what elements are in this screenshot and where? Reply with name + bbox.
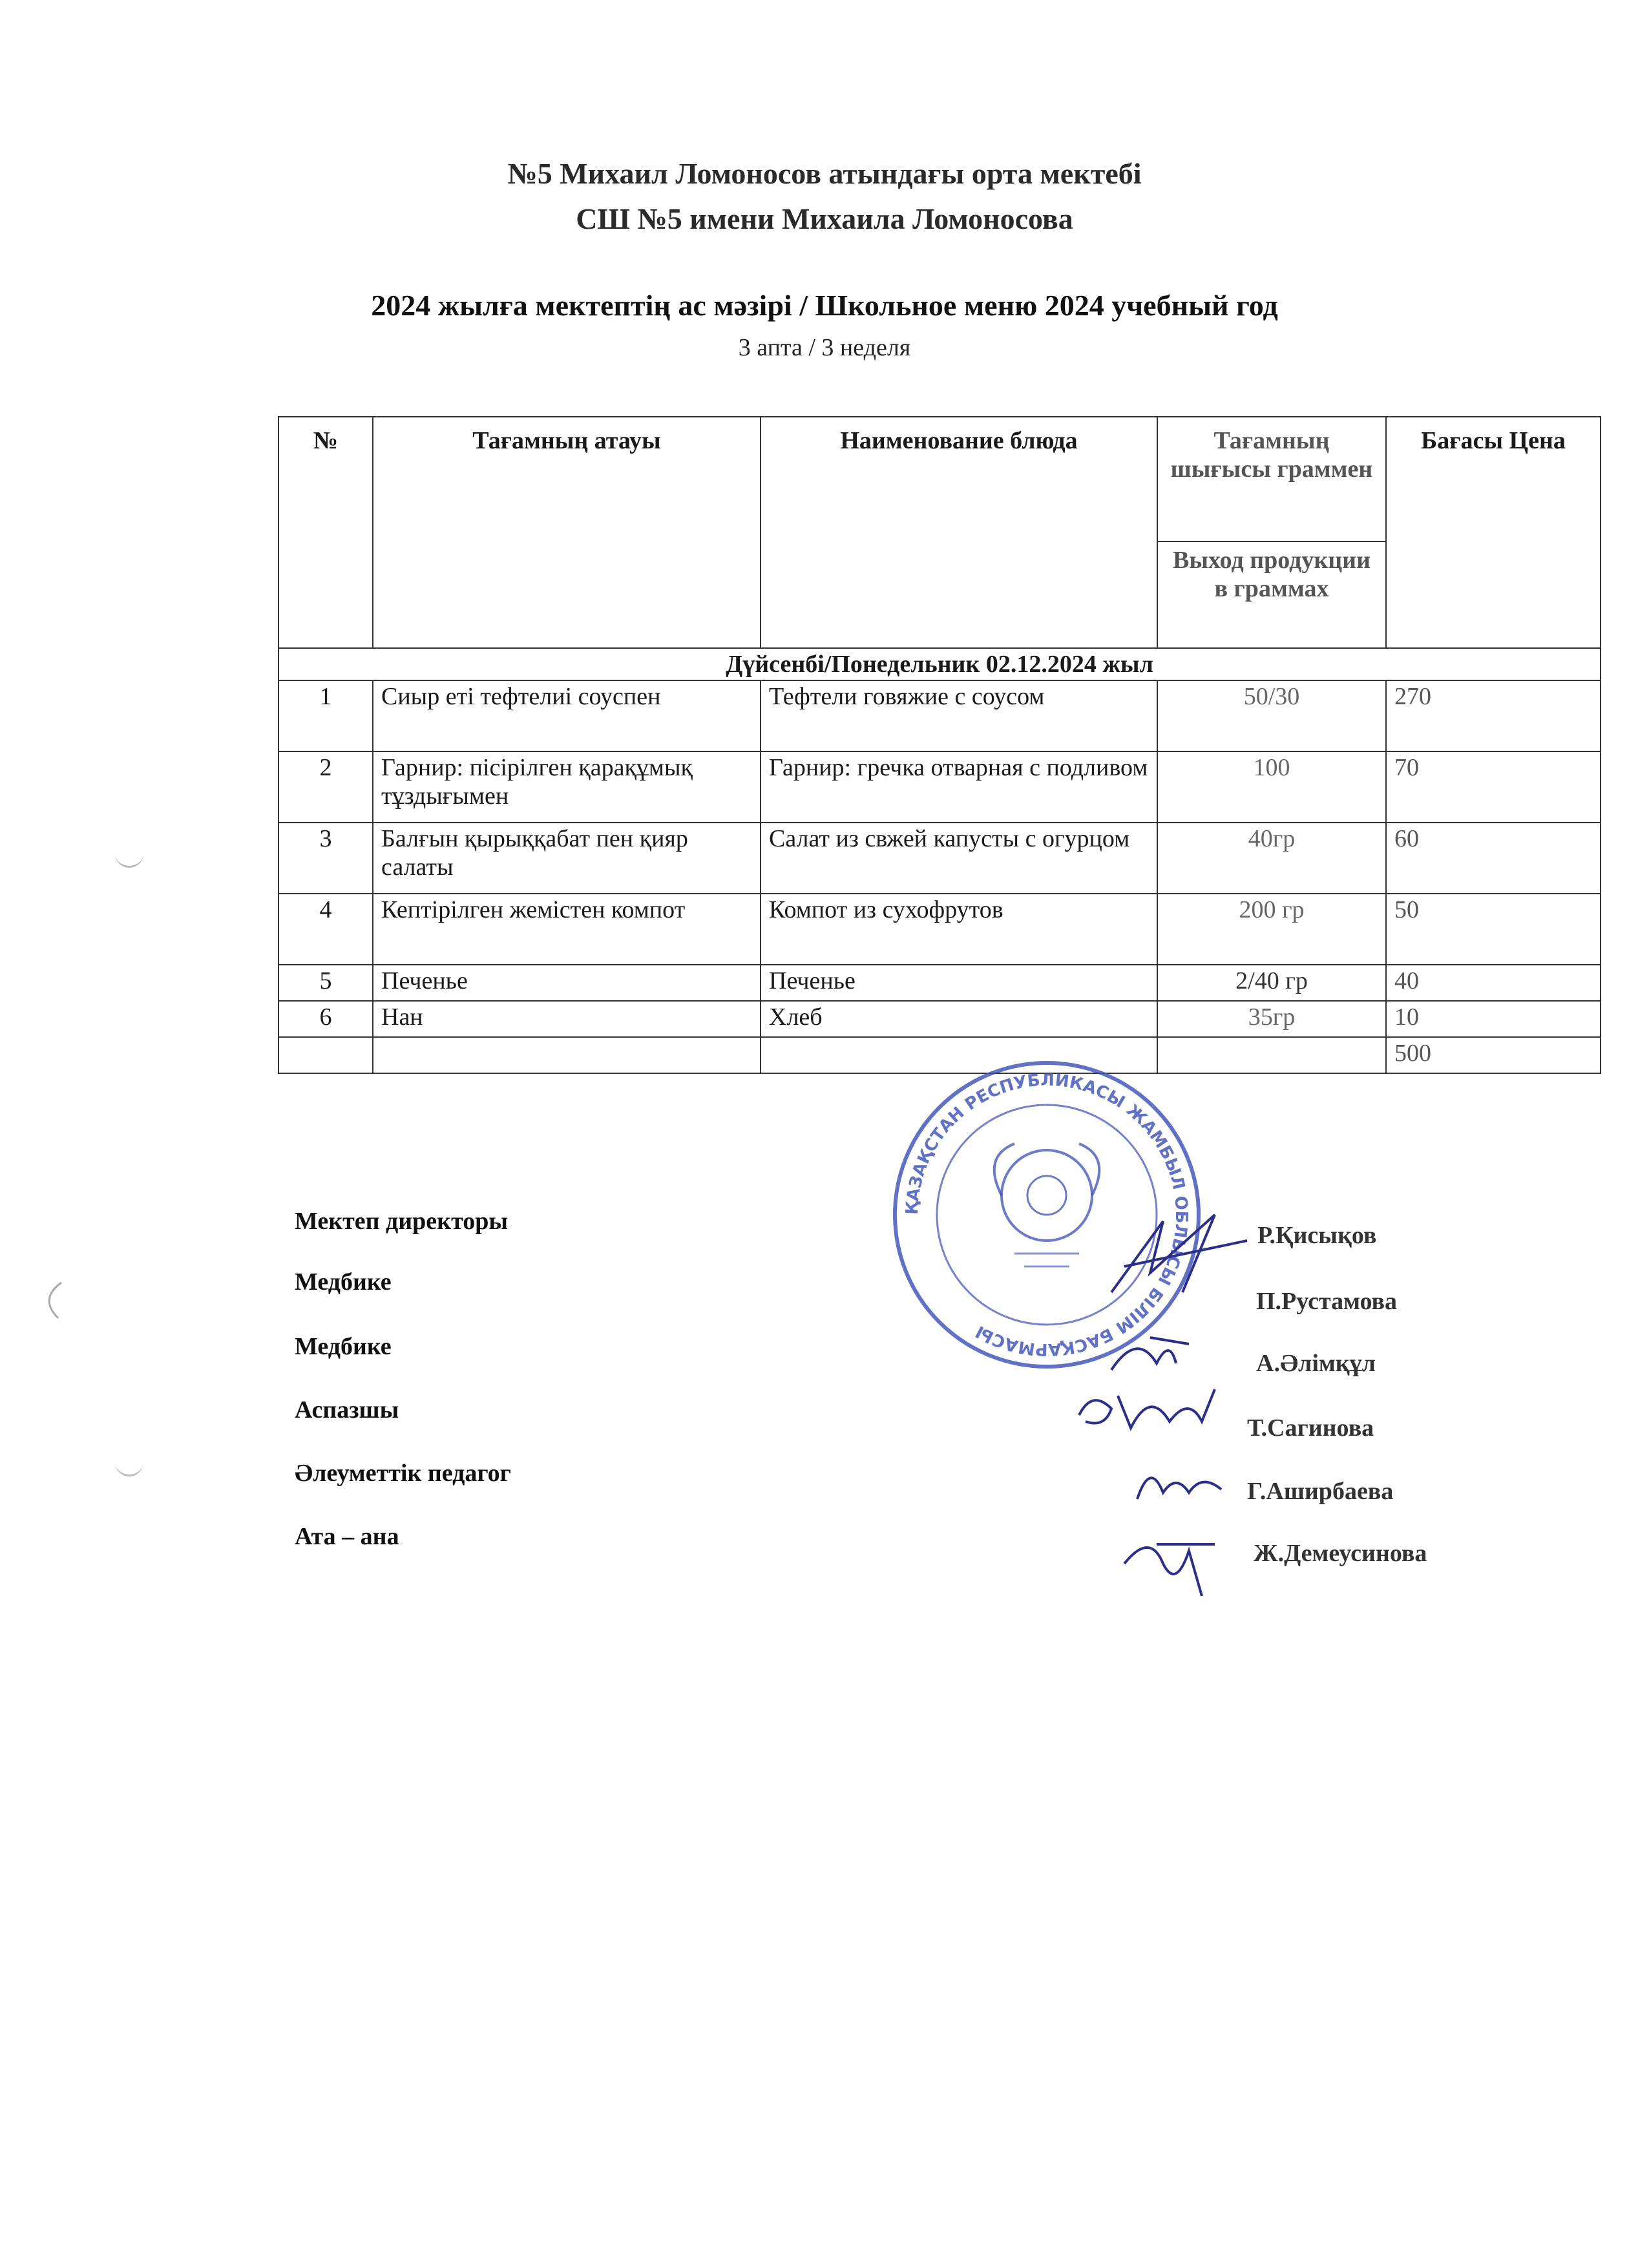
row-yield: 100 [1157, 751, 1386, 823]
row-name-ru: Гарнир: гречка отварная с подливом [761, 751, 1157, 823]
row-name-ru: Печенье [761, 965, 1157, 1001]
col-header-yield-kz: Тағамның шығысы граммен [1157, 417, 1386, 541]
svg-text:ҚАЗАҚСТАН РЕСПУБЛИКАСЫ ЖАМБЫЛ: ҚАЗАҚСТАН РЕСПУБЛИКАСЫ ЖАМБЫЛ ОБЛЫСЫ БІЛІМ БАСҚАРМАСЫ [902, 1070, 1192, 1360]
signature-name: А.Әлімқұл [1256, 1350, 1376, 1377]
day-label: Дүйсенбі/Понедельник 02.12.2024 жыл [278, 648, 1601, 680]
row-name-kz: Печенье [373, 965, 761, 1001]
row-name-kz: Кептірілген жемістен компот [373, 894, 761, 965]
row-num: 2 [278, 751, 373, 823]
col-header-price: Бағасы Цена [1386, 417, 1601, 648]
punch-hole [115, 1460, 143, 1476]
school-name-kz: №5 Михаил Ломоносов атындағы орта мектебі [507, 157, 1142, 190]
row-name-ru: Хлеб [761, 1001, 1157, 1037]
table-row [278, 823, 1601, 894]
menu-table [278, 416, 1601, 1074]
row-num: 1 [278, 680, 373, 751]
row-yield: 50/30 [1157, 680, 1386, 751]
total-empty [278, 1037, 373, 1073]
margin-mark [32, 1279, 71, 1328]
row-num: 4 [278, 894, 373, 965]
signature-role: Аспазшы [295, 1396, 399, 1423]
row-price: 270 [1386, 680, 1601, 751]
signature-name: Г.Аширбаева [1247, 1478, 1394, 1505]
signature-name: Т.Сагинова [1247, 1414, 1374, 1442]
handwritten-signature [1066, 1376, 1247, 1444]
table-row [278, 965, 1601, 1001]
row-yield: 2/40 гр [1157, 965, 1386, 1001]
handwritten-signature [1111, 1525, 1241, 1612]
signature-role: Мектеп директоры [295, 1208, 509, 1235]
handwritten-signature [1124, 1454, 1241, 1515]
signature-name: П.Рустамова [1256, 1288, 1398, 1315]
row-yield: 40гр [1157, 823, 1386, 894]
row-name-ru: Тефтели говяжие с соусом [761, 680, 1157, 751]
row-num: 5 [278, 965, 373, 1001]
col-header-name-kz: Тағамның атауы [373, 417, 761, 648]
signature-role: Ата – ана [295, 1523, 399, 1550]
row-name-kz: Балғын қырыққабат пен қияр салаты [373, 823, 761, 894]
row-yield: 35гр [1157, 1001, 1386, 1037]
handwritten-signature [1098, 1195, 1266, 1321]
col-header-num: № [278, 417, 373, 648]
week-label: 3 апта / 3 неделя [738, 334, 911, 361]
punch-hole [115, 852, 143, 868]
signature-role: Медбике [295, 1268, 392, 1296]
table-row [278, 1001, 1601, 1037]
row-name-ru: Салат из свжей капусты с огурцом [761, 823, 1157, 894]
signature-role: Әлеуметтік педагог [295, 1460, 511, 1487]
table-row [278, 680, 1601, 751]
row-name-kz: Гарнир: пісірілген қарақұмық тұздығымен [373, 751, 761, 823]
header-row [278, 417, 1601, 541]
signature-name: Ж.Демеусинова [1254, 1540, 1427, 1567]
row-price: 70 [1386, 751, 1601, 823]
row-price: 10 [1386, 1001, 1601, 1037]
total-price: 500 [1386, 1037, 1601, 1073]
day-row [278, 648, 1601, 680]
row-num: 3 [278, 823, 373, 894]
row-price: 60 [1386, 823, 1601, 894]
row-yield: 200 гр [1157, 894, 1386, 965]
row-name-kz: Сиыр еті тефтелиі соуспен [373, 680, 761, 751]
row-name-kz: Нан [373, 1001, 761, 1037]
table-row [278, 894, 1601, 965]
row-price: 50 [1386, 894, 1601, 965]
row-num: 6 [278, 1001, 373, 1037]
signature-name: Р.Қисықов [1257, 1222, 1377, 1249]
school-name-ru: СШ №5 имени Михаила Ломоносова [576, 202, 1073, 235]
menu-title: 2024 жылға мектептің ас мәзірі / Школьное меню 2024 учебный год [371, 289, 1278, 322]
col-header-name-ru: Наименование блюда [761, 417, 1157, 648]
col-header-yield-ru: Выход продукции в граммах [1157, 541, 1386, 648]
row-name-ru: Компот из сухофрутов [761, 894, 1157, 965]
signature-role: Медбике [295, 1333, 392, 1360]
row-price: 40 [1386, 965, 1601, 1001]
total-empty [373, 1037, 761, 1073]
table-row [278, 751, 1601, 823]
